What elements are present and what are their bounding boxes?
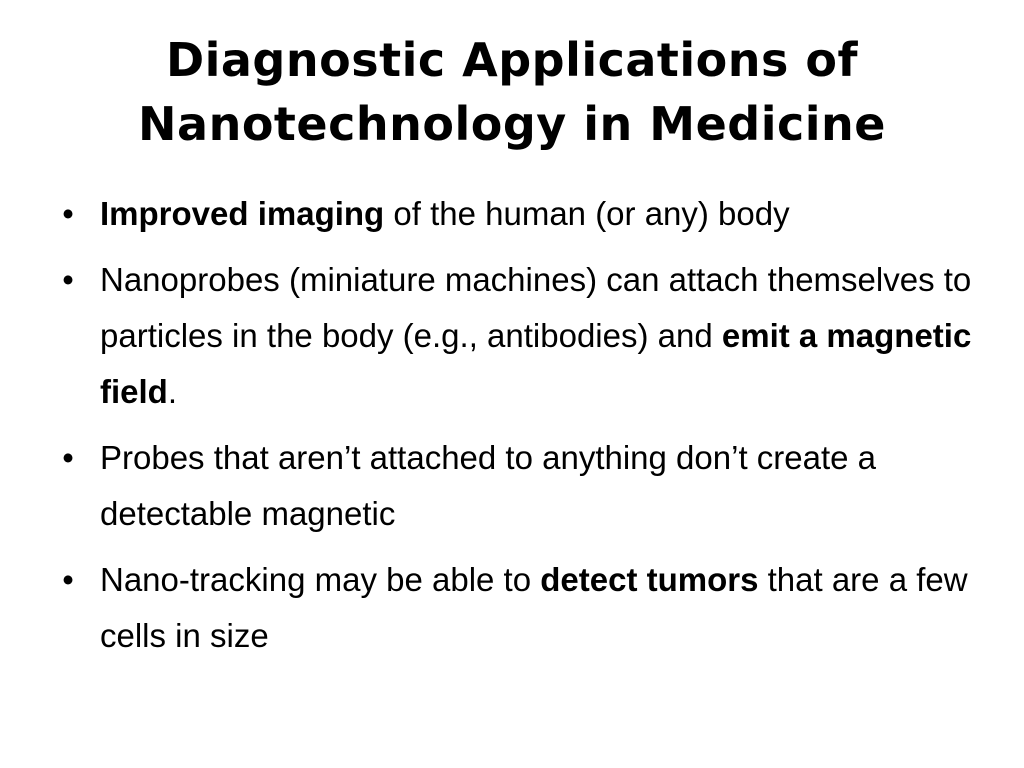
- bullet-tail: .: [167, 373, 178, 410]
- bullet-text: Nano-tracking may be able to: [100, 561, 541, 598]
- bullet-text: of the human (or any) body: [384, 195, 790, 232]
- bullet-tail: that are a few cells in size: [100, 561, 968, 654]
- bullet-icon: •: [62, 195, 74, 232]
- bullet-icon: •: [62, 439, 74, 476]
- bullet-icon: •: [62, 261, 74, 298]
- bullet-bold-emphasis: detect tumors: [540, 561, 759, 598]
- slide-title-line-1: Diagnostic Applications of: [165, 33, 859, 87]
- bullet-bold-lead: Improved imaging: [100, 195, 385, 232]
- bullet-icon: •: [62, 561, 74, 598]
- slide-title: [60, 28, 964, 156]
- bullet-item-nano-tracking: [56, 552, 976, 664]
- bullet-item-nanoprobes: [56, 252, 976, 420]
- slide-title-line-2: Nanotechnology in Medicine: [138, 97, 886, 151]
- bullet-item-probes: [56, 430, 976, 542]
- bullet-bold-emphasis: emit a magnetic field: [100, 317, 972, 410]
- bullet-text: Probes that aren’t attached to anything don’t create a detectable magnetic: [100, 439, 877, 532]
- bullet-text: Nanoprobes (miniature machines) can attach themselves to particles in the body (e.g., antibodies) and: [100, 261, 972, 354]
- bullet-item-improved-imaging: [56, 186, 976, 242]
- bullet-list: [56, 186, 976, 674]
